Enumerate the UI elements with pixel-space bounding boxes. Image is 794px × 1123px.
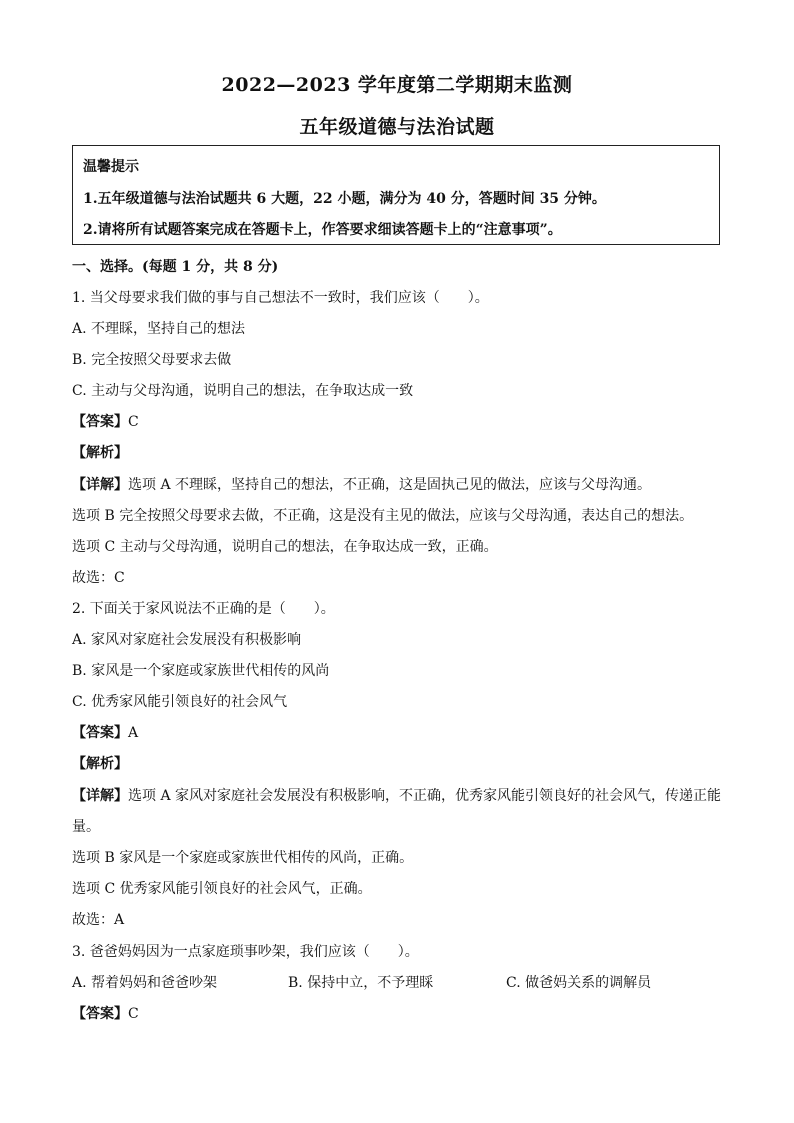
- q2-detail-1-cont: 量。: [72, 819, 100, 835]
- q2-detail-2: 选项 B 家风是一个家庭或家族世代相传的风尚，正确。: [72, 850, 414, 866]
- q2-detail-label: 【详解】: [72, 788, 128, 804]
- q3-answer-label: 【答案】: [72, 1006, 128, 1022]
- exam-title: 2022—2023 学年度第二学期期末监测: [221, 74, 573, 96]
- q3-option-b: B. 保持中立，不予理睬: [288, 975, 434, 991]
- q3-answer-value: C: [128, 1006, 139, 1022]
- q1-option-b: B. 完全按照父母要求去做: [72, 352, 232, 368]
- q2-detail-1-text: 选项 A 家风对家庭社会发展没有积极影响，不正确，优秀家风能引领良好的社会风气，传递正能: [128, 788, 722, 804]
- q2-option-a: A. 家风对家庭社会发展没有积极影响: [72, 632, 302, 648]
- tips-box: [72, 145, 720, 245]
- q2-conclusion: 故选：A: [72, 912, 125, 928]
- q2-answer-value: A: [128, 725, 139, 741]
- q1-detail-1: [72, 476, 651, 494]
- q1-answer: [72, 413, 139, 431]
- q2-answer-label: 【答案】: [72, 725, 128, 741]
- tips-heading: 温馨提示: [83, 159, 139, 175]
- q1-detail-1-text: 选项 A 不理睬，坚持自己的想法，不正确，这是固执己见的做法，应该与父母沟通。: [128, 477, 652, 493]
- q1-option-a: A. 不理睬，坚持自己的想法: [72, 321, 246, 337]
- q1-answer-label: 【答案】: [72, 414, 128, 430]
- tips-line-2: 2.请将所有试题答案完成在答题卡上，作答要求细读答题卡上的“注意事项”。: [83, 222, 562, 238]
- q1-stem: 1. 当父母要求我们做的事与自己想法不一致时，我们应该（ ）。: [72, 290, 489, 306]
- q1-detail-3: 选项 C 主动与父母沟通，说明自己的想法，在争取达成一致，正确。: [72, 539, 498, 555]
- section-heading: 一、选择。(每题 1 分，共 8 分): [72, 259, 279, 275]
- q2-detail-3: 选项 C 优秀家风能引领良好的社会风气，正确。: [72, 881, 372, 897]
- q1-detail-2: 选项 B 完全按照父母要求去做，不正确，这是没有主见的做法，应该与父母沟通，表达自己的想法。: [72, 508, 694, 524]
- q3-option-a: A. 帮着妈妈和爸爸吵架: [72, 975, 218, 991]
- q3-answer: [72, 1005, 139, 1023]
- q2-option-b: B. 家风是一个家庭或家族世代相传的风尚: [72, 663, 330, 679]
- q2-stem: 2. 下面关于家风说法不正确的是（ ）。: [72, 601, 335, 617]
- q2-detail-1: [72, 787, 721, 805]
- q1-answer-value: C: [128, 414, 139, 430]
- q2-analysis-label: 【解析】: [72, 756, 128, 772]
- tips-line-1: 1.五年级道德与法治试题共 6 大题，22 小题，满分为 40 分，答题时间 35 分钟。: [83, 191, 606, 207]
- q1-detail-label: 【详解】: [72, 477, 128, 493]
- q1-analysis-label: 【解析】: [72, 445, 128, 461]
- q3-stem: 3. 爸爸妈妈因为一点家庭琐事吵架，我们应该（ ）。: [72, 944, 419, 960]
- q2-answer: [72, 724, 138, 742]
- q1-option-c: C. 主动与父母沟通，说明自己的想法，在争取达成一致: [72, 383, 414, 399]
- q2-option-c: C. 优秀家风能引领良好的社会风气: [72, 694, 288, 710]
- q1-conclusion: 故选：C: [72, 570, 125, 586]
- exam-subtitle: 五年级道德与法治试题: [299, 116, 495, 138]
- q3-option-c: C. 做爸妈关系的调解员: [506, 975, 652, 991]
